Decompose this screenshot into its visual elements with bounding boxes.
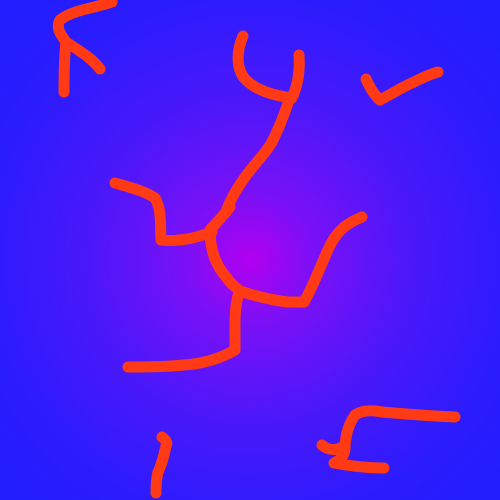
stroke-lower-left-branch [128, 292, 239, 367]
stroke-top-left-hook [58, 2, 112, 92]
stroke-center-trunk [210, 207, 362, 302]
stroke-center-left-branch [115, 183, 212, 241]
stroke-bottom-right-bracket [322, 411, 455, 468]
stroke-top-right-check [366, 72, 438, 100]
stroke-top-center-y [226, 36, 299, 212]
stroke-bottom-small-mark [156, 437, 167, 493]
